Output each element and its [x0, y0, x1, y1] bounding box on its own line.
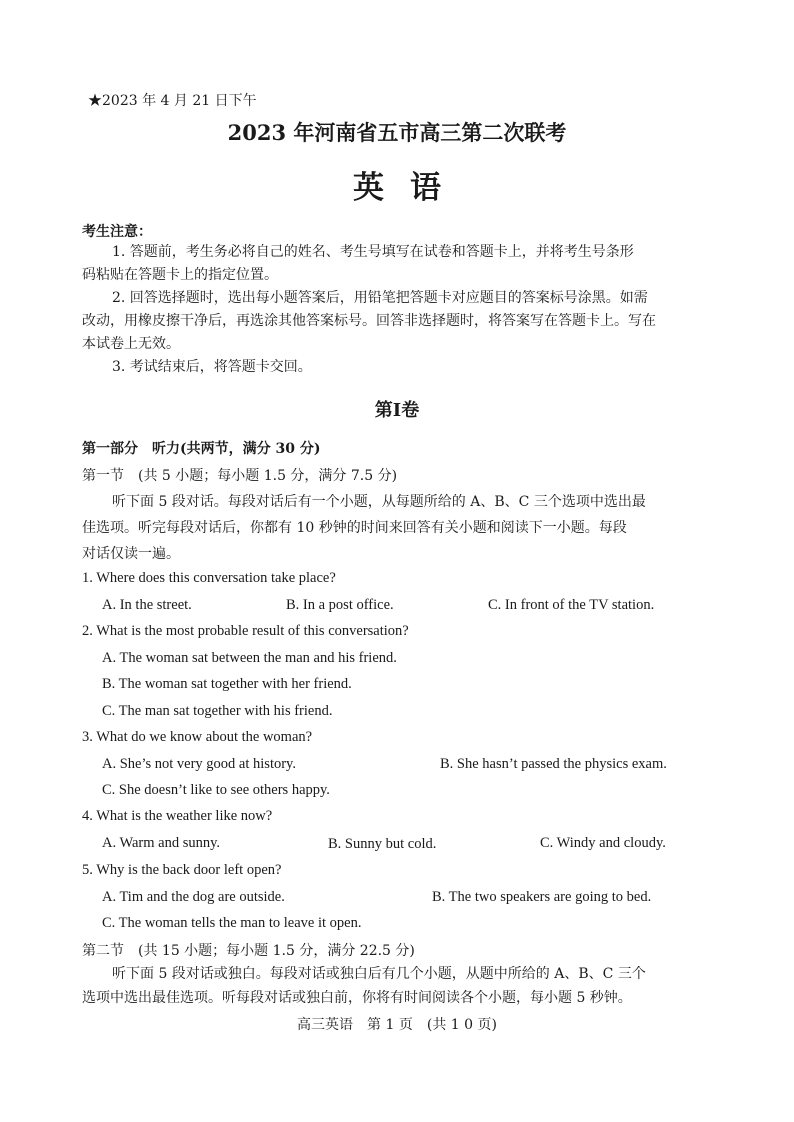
notice-item-2-line-2: 改动，用橡皮擦干净后，再选涂其他答案标号。回答非选择题时，将答案写在答题卡上。写在 [82, 313, 656, 329]
question-3-option-a: A. She’s not very good at history. [102, 756, 296, 772]
question-4-stem: 4. What is the weather like now? [82, 808, 273, 824]
question-1-stem: 1. Where does this conversation take place? [82, 570, 336, 586]
subject-title: 英语 [353, 170, 467, 206]
question-3-option-b: B. She hasn’t passed the physics exam. [440, 756, 667, 772]
part1-title: 第一部分 听力(共两节，满分 30 分) [82, 441, 321, 457]
question-4-option-a: A. Warm and sunny. [102, 835, 221, 851]
section1-title: 第一节 (共 5 小题；每小题 1.5 分，满分 7.5 分) [82, 468, 398, 484]
notice-heading: 考生注意： [82, 224, 152, 240]
section1-instr-1: 听下面 5 段对话。每段对话后有一个小题，从每题所给的 A、B、C 三个选项中选出最 [112, 494, 646, 510]
notice-item-3: 3. 考试结束后，将答题卡交回。 [112, 359, 312, 375]
question-5-option-a: A. Tim and the dog are outside. [102, 889, 285, 905]
question-1-option-a: A. In the street. [102, 597, 192, 613]
exam-date: ★2023 年 4 月 21 日下午 [88, 93, 257, 109]
question-1-option-b: B. In a post office. [286, 597, 394, 613]
section1-instr-3: 对话仅读一遍。 [82, 546, 180, 562]
section2-instr-1: 听下面 5 段对话或独白。每段对话或独白后有几个小题，从题中所给的 A、B、C 三个 [112, 966, 646, 982]
question-4-option-b: B. Sunny but cold. [328, 836, 437, 852]
volume-title: 第Ⅰ卷 [374, 400, 420, 421]
notice-item-2-line-3: 本试卷上无效。 [82, 336, 180, 352]
question-5-stem: 5. Why is the back door left open? [82, 862, 282, 878]
exam-title: 2023 年河南省五市高三第二次联考 [227, 120, 567, 145]
section1-instr-2: 佳选项。听完每段对话后，你都有 10 秒钟的时间来回答有关小题和阅读下一小题。每段 [82, 520, 627, 536]
question-5-option-b: B. The two speakers are going to bed. [432, 889, 652, 905]
question-2-option-b: B. The woman sat together with her friend. [102, 676, 352, 692]
question-5-option-c: C. The woman tells the man to leave it open. [102, 915, 362, 931]
question-4-option-c: C. Windy and cloudy. [540, 835, 666, 851]
question-1-option-c: C. In front of the TV station. [488, 597, 655, 613]
question-3-option-c: C. She doesn’t like to see others happy. [102, 782, 330, 798]
notice-item-2-line-1: 2. 回答选择题时，选出每小题答案后，用铅笔把答题卡对应题目的答案标号涂黑。如需 [112, 290, 648, 306]
section2-title: 第二节 (共 15 小题；每小题 1.5 分，满分 22.5 分) [82, 943, 415, 959]
question-3-stem: 3. What do we know about the woman? [82, 729, 313, 745]
question-2-stem: 2. What is the most probable result of this conversation? [82, 623, 409, 639]
question-2-option-a: A. The woman sat between the man and his friend. [102, 650, 397, 666]
notice-item-1-line-2: 码粘贴在答题卡上的指定位置。 [82, 267, 278, 283]
page-footer: 高三英语 第 1 页 (共 1 0 页) [297, 1017, 497, 1033]
section2-instr-2: 选项中选出最佳选项。听每段对话或独白前，你将有时间阅读各个小题，每小题 5 秒钟。 [82, 990, 632, 1006]
notice-item-1-line-1: 1. 答题前，考生务必将自己的姓名、考生号填写在试卷和答题卡上，并将考生号条形 [112, 244, 634, 260]
question-2-option-c: C. The man sat together with his friend. [102, 703, 333, 719]
